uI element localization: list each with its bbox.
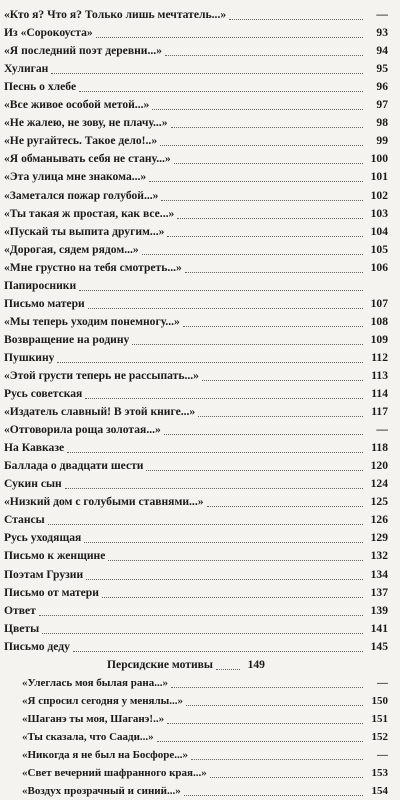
toc-entry-title: Письмо от матери	[4, 585, 99, 599]
toc-entry-page: 134	[370, 567, 388, 581]
dot-leader	[171, 127, 364, 128]
dot-leader	[216, 669, 240, 670]
dot-leader	[86, 579, 363, 580]
dot-leader	[186, 705, 363, 706]
toc-entry-title: «Этой грусти теперь не рассыпать...»	[4, 368, 199, 382]
toc-entry	[4, 24, 388, 42]
dot-leader	[142, 254, 363, 255]
toc-entry-page: 112	[371, 350, 388, 364]
toc-entry-page: 104	[370, 224, 388, 238]
toc-entry-page: 132	[370, 549, 388, 563]
dot-leader	[67, 452, 363, 453]
toc-entry-title: «Пускай ты выпита другим...»	[4, 224, 165, 238]
toc-entry-title: «Не жалею, не зову, не плачу...»	[4, 116, 168, 130]
dot-leader	[207, 506, 363, 507]
dot-leader	[84, 542, 363, 543]
toc-entry	[4, 439, 388, 457]
toc-entry-title: Песнь о хлебе	[4, 80, 77, 94]
toc-entry-title: «Дорогая, сядем рядом...»	[4, 242, 139, 256]
toc-entry	[4, 96, 388, 114]
toc-entry-title: Папиросники	[4, 278, 77, 292]
toc-entry	[4, 746, 388, 764]
toc-entry-page: —	[377, 748, 388, 761]
toc-entry	[4, 223, 388, 241]
toc-entry-title: «Заметался пожар голубой...»	[4, 188, 159, 202]
toc-entry-page: 109	[370, 332, 388, 346]
toc-entry-title: Стансы	[4, 513, 45, 527]
toc-entry-page: 125	[370, 495, 388, 509]
dot-leader	[57, 362, 363, 363]
toc-entry	[4, 60, 388, 78]
toc-entry	[4, 728, 388, 746]
dot-leader	[132, 344, 363, 345]
toc-entry-title: «Ты такая ж простая, как все...»	[4, 206, 175, 220]
toc-entry-page: 129	[370, 531, 388, 545]
toc-entry-page: 108	[370, 314, 388, 328]
dot-leader	[160, 145, 363, 146]
toc-entry	[4, 42, 388, 60]
dot-leader	[202, 380, 363, 381]
dot-leader	[65, 488, 363, 489]
toc-entry-page: 151	[371, 712, 388, 725]
dot-leader	[149, 181, 363, 182]
toc-entry-page: 95	[376, 62, 388, 76]
toc-entry-title: Сукин сын	[4, 477, 62, 491]
toc-entry-title: На Кавказе	[4, 441, 65, 455]
dot-leader	[102, 597, 363, 598]
toc-entry	[4, 295, 388, 313]
toc-entry	[4, 186, 388, 204]
toc-entry-title: Письмо матери	[4, 296, 85, 310]
dot-leader	[184, 795, 363, 796]
toc-entry	[4, 277, 388, 295]
toc-entry	[4, 403, 388, 421]
toc-entry-page: 99	[376, 134, 388, 148]
toc-entry-page: 114	[371, 387, 388, 401]
dot-leader	[183, 326, 363, 327]
toc-entry-page: 145	[370, 639, 388, 653]
dot-leader	[88, 308, 363, 309]
toc-entry-page: 100	[370, 152, 388, 166]
dot-leader	[152, 109, 363, 110]
toc-entry-title: «Воздух прозрачный и синий...»	[22, 785, 181, 798]
dot-leader	[167, 723, 363, 724]
toc-entry-title: Русь уходящая	[4, 531, 82, 545]
toc-entry-title: «Никогда я не был на Босфоре...»	[22, 748, 188, 761]
dot-leader	[79, 91, 363, 92]
toc-entry-title: Русь советская	[4, 387, 83, 401]
toc-entry-title: «Я последний поэт деревни...»	[4, 44, 162, 58]
toc-entry-title: Ответ	[4, 603, 36, 617]
dot-leader	[185, 272, 363, 273]
dot-leader	[157, 741, 363, 742]
dot-leader	[167, 236, 363, 237]
dot-leader	[198, 416, 363, 417]
toc-entry-title: Пушкину	[4, 350, 55, 364]
toc-entry-page: 149	[247, 657, 265, 671]
dot-leader	[96, 37, 363, 38]
dot-leader	[171, 687, 363, 688]
dot-leader	[191, 759, 363, 760]
toc-entry	[4, 313, 388, 331]
toc-entry-title: «Мы теперь уходим понемногу...»	[4, 314, 180, 328]
dot-leader	[164, 434, 363, 435]
toc-entry	[4, 205, 388, 223]
toc-entry-page: 101	[370, 170, 388, 184]
toc-entry	[4, 385, 388, 403]
toc-entry-title: «Свет вечерний шафранного края...»	[22, 767, 207, 780]
dot-leader	[174, 163, 363, 164]
toc-entry-title: Цветы	[4, 621, 40, 635]
toc-entry-title: Возвращение на родину	[4, 332, 130, 346]
dot-leader	[48, 524, 363, 525]
dot-leader	[51, 73, 363, 74]
dot-leader	[161, 200, 363, 201]
dot-leader	[165, 55, 363, 56]
dot-leader	[39, 615, 363, 616]
toc-entry-page: 141	[370, 621, 388, 635]
toc-entry	[4, 511, 388, 529]
toc-entry-page: 93	[376, 26, 388, 40]
toc-entry	[4, 602, 388, 620]
toc-entry-page: 106	[370, 260, 388, 274]
toc-entry	[4, 367, 388, 385]
toc-entry-page: 103	[370, 206, 388, 220]
dot-leader	[79, 290, 363, 291]
toc-entry	[4, 493, 388, 511]
toc-entry-page: 137	[370, 585, 388, 599]
toc-entry	[4, 710, 388, 728]
toc-entry	[4, 259, 388, 277]
toc-entry-page: —	[376, 8, 388, 22]
toc-entry-title: «Все живое особой метой...»	[4, 98, 150, 112]
dot-leader	[73, 651, 363, 652]
toc-entry-title: Поэтам Грузии	[4, 567, 84, 581]
toc-entry-page: 113	[371, 368, 388, 382]
toc-entry-page: 105	[370, 242, 388, 256]
toc-entry	[4, 565, 388, 583]
toc-entry-page: 97	[376, 98, 388, 112]
toc-entry-title: Письмо к женщине	[4, 549, 106, 563]
toc-entry-title: «Шаганэ ты моя, Шаганэ!..»	[22, 712, 165, 725]
toc-entry-title: «Я спросил сегодня у менялы...»	[22, 694, 184, 707]
toc-entry-title: «Низкий дом с голубыми ставнями...»	[4, 495, 204, 509]
toc-entry-title: Баллада о двадцати шести	[4, 459, 144, 473]
toc-entry-title: «Издатель славный! В этой книге...»	[4, 405, 196, 419]
toc-entry-title: «Улеглась моя былая рана...»	[22, 676, 168, 689]
dot-leader	[108, 560, 363, 561]
toc-entry-title: Из «Сорокоуста»	[4, 26, 93, 40]
toc-entry-title: «Ты сказала, что Саади...»	[22, 730, 154, 743]
dot-leader	[177, 218, 363, 219]
toc-entry-page: 117	[371, 405, 388, 419]
dot-leader	[146, 470, 363, 471]
toc-entry	[4, 638, 388, 656]
toc-entry-title: «Не ругайтесь. Такое дело!..»	[4, 134, 158, 148]
toc-entry	[4, 331, 388, 349]
toc-entry-page: 118	[371, 441, 388, 455]
toc-entry	[4, 132, 388, 150]
toc-entry-page: 107	[370, 296, 388, 310]
table-of-contents	[4, 6, 388, 800]
toc-entry-page: 96	[376, 80, 388, 94]
section-heading	[4, 656, 388, 674]
dot-leader	[210, 777, 363, 778]
toc-entry	[4, 674, 388, 692]
toc-entry-page: 98	[376, 116, 388, 130]
toc-entry-title: Хулиган	[4, 62, 49, 76]
toc-entry-page: 102	[370, 188, 388, 202]
toc-entry-page: —	[376, 423, 388, 437]
toc-entry	[4, 547, 388, 565]
dot-leader	[42, 633, 363, 634]
toc-entry-page: 152	[371, 730, 388, 743]
toc-entry	[4, 782, 388, 800]
toc-entry	[4, 241, 388, 259]
dot-leader	[229, 19, 363, 20]
toc-entry-page: 94	[376, 44, 388, 58]
toc-entry-page: 126	[370, 513, 388, 527]
toc-entry-page: 139	[370, 603, 388, 617]
toc-entry	[4, 764, 388, 782]
toc-entry	[4, 692, 388, 710]
toc-entry	[4, 78, 388, 96]
toc-entry	[4, 584, 388, 602]
toc-entry-title: «Мне грустно на тебя смотреть...»	[4, 260, 182, 274]
toc-entry	[4, 529, 388, 547]
toc-entry-title: Персидские мотивы	[107, 657, 213, 671]
toc-entry-title: «Эта улица мне знакома...»	[4, 170, 147, 184]
toc-entry-page: 154	[371, 785, 388, 798]
toc-entry-title: «Отговорила роща золотая...»	[4, 423, 161, 437]
toc-entry	[4, 168, 388, 186]
toc-entry-title: «Я обманывать себя не стану...»	[4, 152, 171, 166]
toc-entry-page: 120	[370, 459, 388, 473]
toc-entry	[4, 114, 388, 132]
toc-entry	[4, 150, 388, 168]
toc-entry	[4, 620, 388, 638]
toc-entry	[4, 475, 388, 493]
toc-entry-page: 124	[370, 477, 388, 491]
toc-entry	[4, 349, 388, 367]
toc-entry	[4, 457, 388, 475]
toc-entry-page: —	[377, 676, 388, 689]
dot-leader	[85, 398, 363, 399]
toc-entry-page: 150	[371, 694, 388, 707]
toc-entry	[4, 421, 388, 439]
toc-entry-title: «Кто я? Что я? Только лишь мечтатель...»	[4, 8, 227, 22]
toc-entry-page: 153	[371, 767, 388, 780]
toc-entry-title: Письмо деду	[4, 639, 70, 653]
toc-entry	[4, 6, 388, 24]
